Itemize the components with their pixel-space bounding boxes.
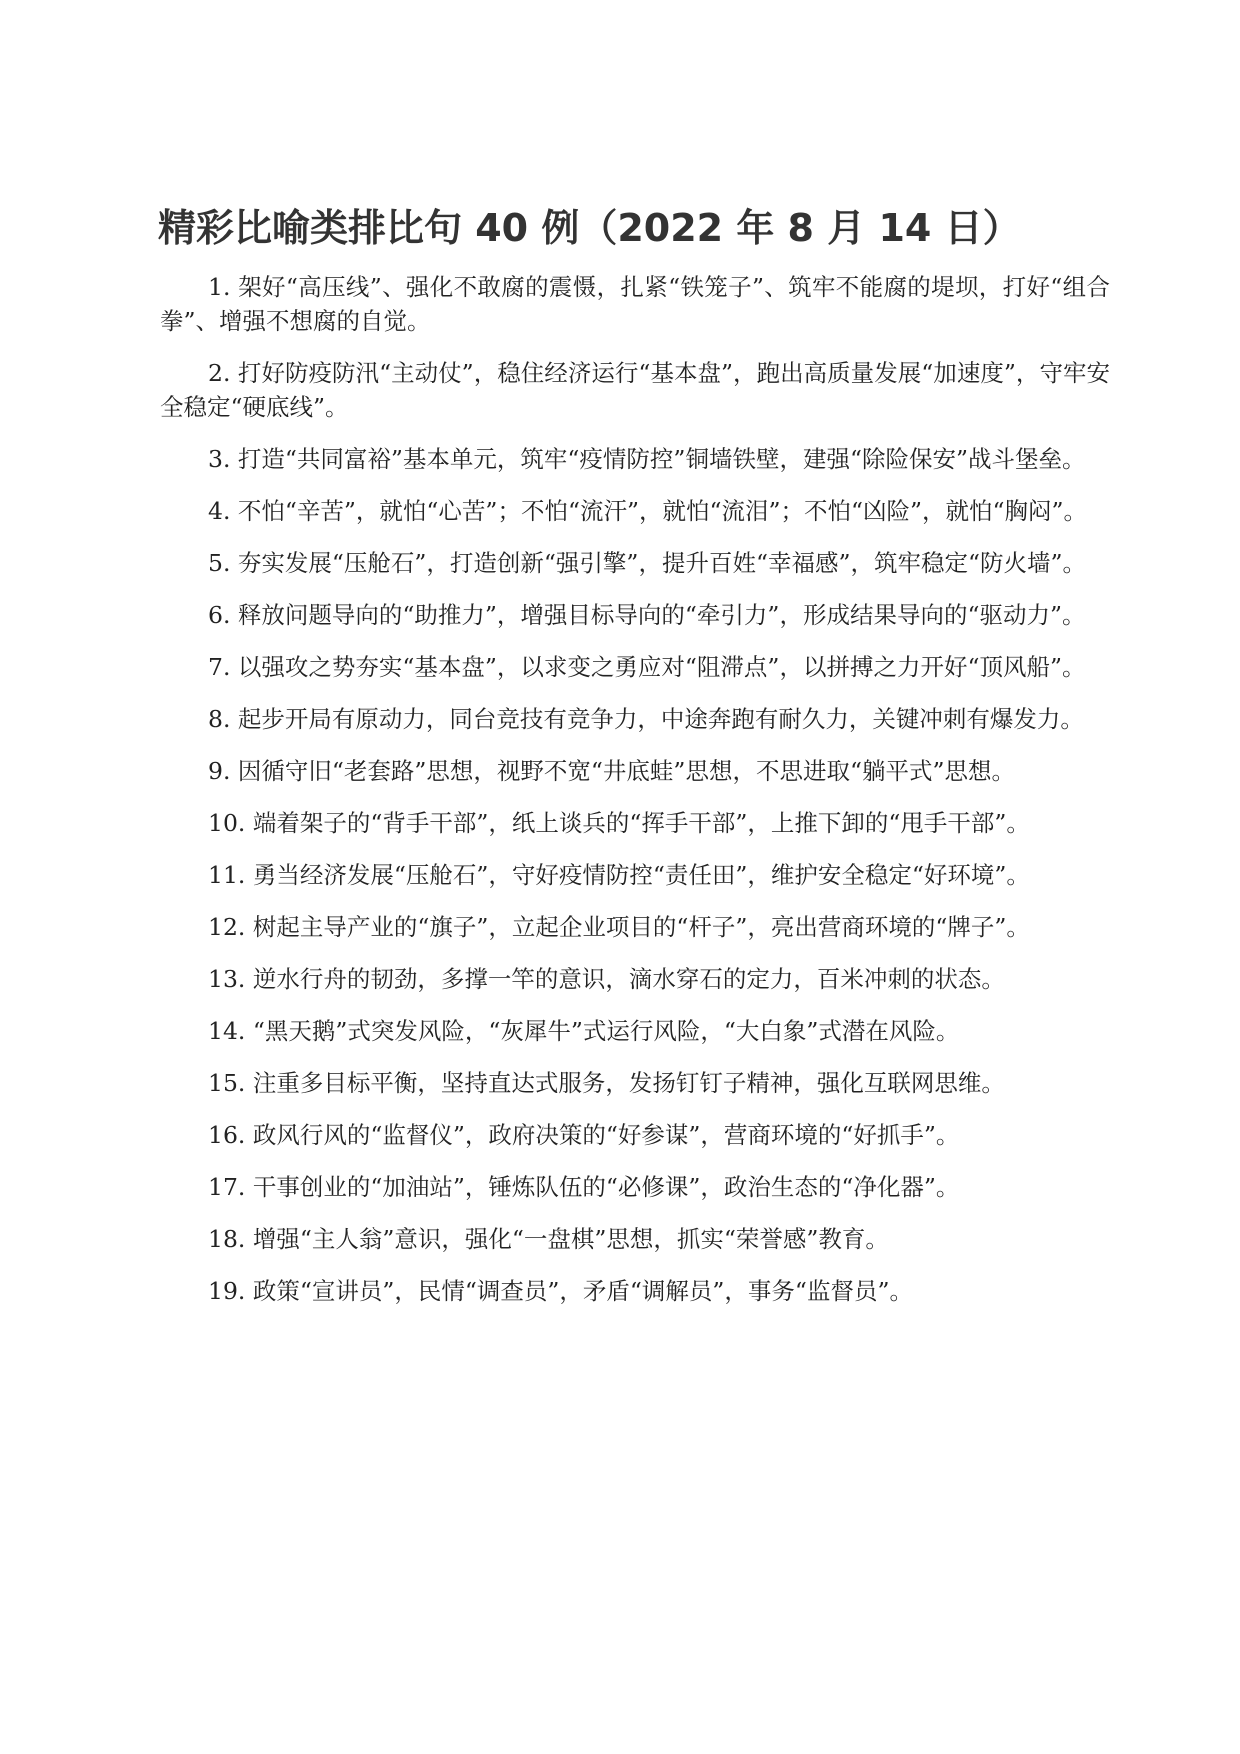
paragraph-19: 19. 政策“宣讲员”，民情“调查员”，矛盾“调解员”，事务“监督员”。: [208, 1277, 913, 1305]
paragraph-14: 14. “黑天鹅”式突发风险，“灰犀牛”式运行风险，“大白象”式潜在风险。: [208, 1017, 960, 1045]
document-title: 精彩比喻类排比句 40 例（2022 年 8 月 14 日）: [158, 206, 1021, 250]
paragraph-7: 7. 以强攻之势夯实“基本盘”，以求变之勇应对“阻滞点”，以拼搏之力开好“顶风船”。: [208, 653, 1086, 681]
paragraph-2: 2. 打好防疫防汛“主动仗”，稳住经济运行“基本盘”，跑出高质量发展“加速度”，守牢安全稳定“硬底线”。: [160, 359, 1110, 421]
paragraph-3: 3. 打造“共同富裕”基本单元，筑牢“疫情防控”铜墙铁壁，建强“除险保安”战斗堡垒。: [208, 445, 1086, 473]
paragraph-9: 9. 因循守旧“老套路”思想，视野不宽“井底蛙”思想，不思进取“躺平式”思想。: [208, 757, 1015, 785]
paragraph-10: 10. 端着架子的“背手干部”，纸上谈兵的“挥手干部”，上推下卸的“甩手干部”。: [208, 809, 1030, 837]
paragraph-13: 13. 逆水行舟的韧劲，多撑一竿的意识，滴水穿石的定力，百米冲刺的状态。: [208, 965, 1005, 993]
paragraph-5: 5. 夯实发展“压舱石”，打造创新“强引擎”，提升百姓“幸福感”，筑牢稳定“防火墙”。: [208, 549, 1087, 577]
paragraph-18: 18. 增强“主人翁”意识，强化“一盘棋”思想，抓实“荣誉感”教育。: [208, 1225, 889, 1253]
paragraph-17: 17. 干事创业的“加油站”，锤炼队伍的“必修课”，政治生态的“净化器”。: [208, 1173, 960, 1201]
paragraph-15: 15. 注重多目标平衡，坚持直达式服务，发扬钉钉子精神，强化互联网思维。: [208, 1069, 1005, 1097]
paragraph-6: 6. 释放问题导向的“助推力”，增强目标导向的“牵引力”，形成结果导向的“驱动力”。: [208, 601, 1086, 629]
paragraph-8: 8. 起步开局有原动力，同台竞技有竞争力，中途奔跑有耐久力，关键冲刺有爆发力。: [208, 705, 1084, 733]
paragraph-12: 12. 树起主导产业的“旗子”，立起企业项目的“杆子”，亮出营商环境的“牌子”。: [208, 913, 1030, 941]
paragraph-1: 1. 架好“高压线”、强化不敢腐的震慑，扎紧“铁笼子”、筑牢不能腐的堤坝，打好“组合拳”、增强不想腐的自觉。: [160, 273, 1110, 335]
paragraph-4: 4. 不怕“辛苦”，就怕“心苦”；不怕“流汗”，就怕“流泪”；不怕“凶险”，就怕“胸闷”。: [208, 497, 1088, 525]
document-body: [160, 270, 1110, 1326]
paragraph-16: 16. 政风行风的“监督仪”，政府决策的“好参谋”，营商环境的“好抓手”。: [208, 1121, 960, 1149]
paragraph-11: 11. 勇当经济发展“压舱石”，守好疫情防控“责任田”，维护安全稳定“好环境”。: [208, 861, 1030, 889]
